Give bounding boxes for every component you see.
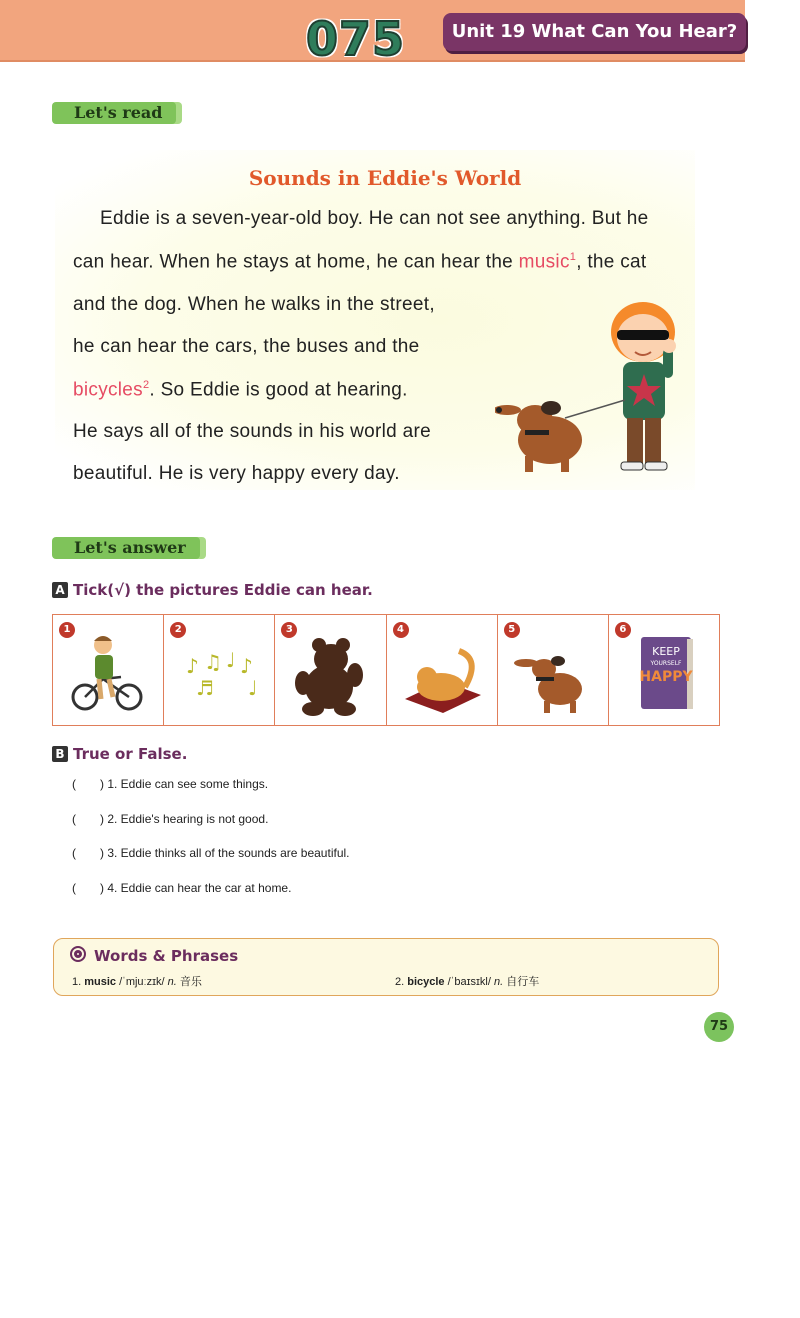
picture-cell-1[interactable]: 1 <box>53 615 164 725</box>
answer-blank-3[interactable]: ( <box>72 846 76 860</box>
part-a-instruction: A Tick(√) the pictures Eddie can hear. <box>52 581 373 599</box>
answer-blank-4[interactable]: ( <box>72 881 76 895</box>
cat-on-cushion-icon <box>397 629 487 719</box>
answer-blank-2[interactable]: ( <box>72 812 76 826</box>
footnote-2: 2 <box>142 379 150 391</box>
eddie-with-dog-illustration <box>495 290 690 480</box>
tf-item-1: ( ) 1. Eddie can see some things. <box>72 777 269 791</box>
tf-item-3: ( ) 3. Eddie thinks all of the sounds are beautiful. <box>72 846 350 860</box>
story-line-3: and the dog. When he walks in the street, <box>73 294 435 315</box>
answer-blank-1[interactable]: ( <box>72 777 76 791</box>
dog-icon <box>508 629 598 719</box>
story-line-6: He says all of the sounds in his world are <box>73 421 431 442</box>
word-entry-1: 1. music /ˈmjuːzɪk/ n. 音乐 <box>72 976 202 988</box>
part-a-badge: A <box>52 582 68 598</box>
music-notes-icon <box>174 629 264 719</box>
svg-text:YOURSELF: YOURSELF <box>650 660 682 667</box>
target-icon <box>70 946 86 962</box>
book-icon <box>619 629 709 719</box>
boy-on-bicycle-icon <box>63 629 153 719</box>
svg-text:♫: ♫ <box>204 650 223 674</box>
unit-title: Unit 19 What Can You Hear? <box>443 13 746 51</box>
story-line-1: Eddie is a seven-year-old boy. He can not see anything. But he <box>100 208 649 229</box>
svg-text:KEEP: KEEP <box>651 645 680 658</box>
section-label-read: Let's read <box>52 102 176 124</box>
svg-text:♩: ♩ <box>226 648 236 672</box>
teddy-bear-icon <box>285 629 375 719</box>
svg-text:♪: ♪ <box>240 654 253 678</box>
picture-cell-3[interactable]: 3 <box>275 615 386 725</box>
picture-cell-2[interactable]: 2 ♪ ♫ ♩ ♪ ♬ ♩ <box>164 615 275 725</box>
story-line-2: can hear. When he stays at home, he can hear the music$^1$, the cat <box>73 251 647 273</box>
part-b-badge: B <box>52 746 68 762</box>
word-entry-2: 2. bicycle /ˈbaɪsɪkl/ n. 自行车 <box>395 976 540 988</box>
svg-text:HAPPY: HAPPY <box>639 669 693 685</box>
svg-text:♪: ♪ <box>186 654 199 678</box>
page-number: 75 <box>704 1012 734 1042</box>
story-line-5: bicycles$^2$. So Eddie is good at hearing. <box>73 379 408 401</box>
part-b-instruction: B True or False. <box>52 745 187 763</box>
picture-cell-4[interactable]: 4 <box>387 615 498 725</box>
picture-row <box>52 614 720 726</box>
picture-cell-6[interactable]: 6 KEEP YOURSELF HAPPY <box>609 615 719 725</box>
picture-cell-5[interactable]: 5 <box>498 615 609 725</box>
story-line-7: beautiful. He is very happy every day. <box>73 463 400 484</box>
word-bicycles: bicycles <box>73 379 143 401</box>
svg-text:♬: ♬ <box>196 676 215 700</box>
section-label-answer: Let's answer <box>52 537 200 559</box>
story-line-4: he can hear the cars, the buses and the <box>73 336 420 357</box>
word-music: music <box>518 251 570 273</box>
svg-text:♩: ♩ <box>248 676 258 700</box>
lesson-number: 075 <box>306 12 406 66</box>
tf-item-2: ( ) 2. Eddie's hearing is not good. <box>72 812 269 826</box>
story-title: Sounds in Eddie's World <box>248 166 522 190</box>
tf-item-4: ( ) 4. Eddie can hear the car at home. <box>72 881 292 895</box>
footnote-1: 1 <box>569 251 577 263</box>
words-title: Words & Phrases <box>70 946 238 965</box>
